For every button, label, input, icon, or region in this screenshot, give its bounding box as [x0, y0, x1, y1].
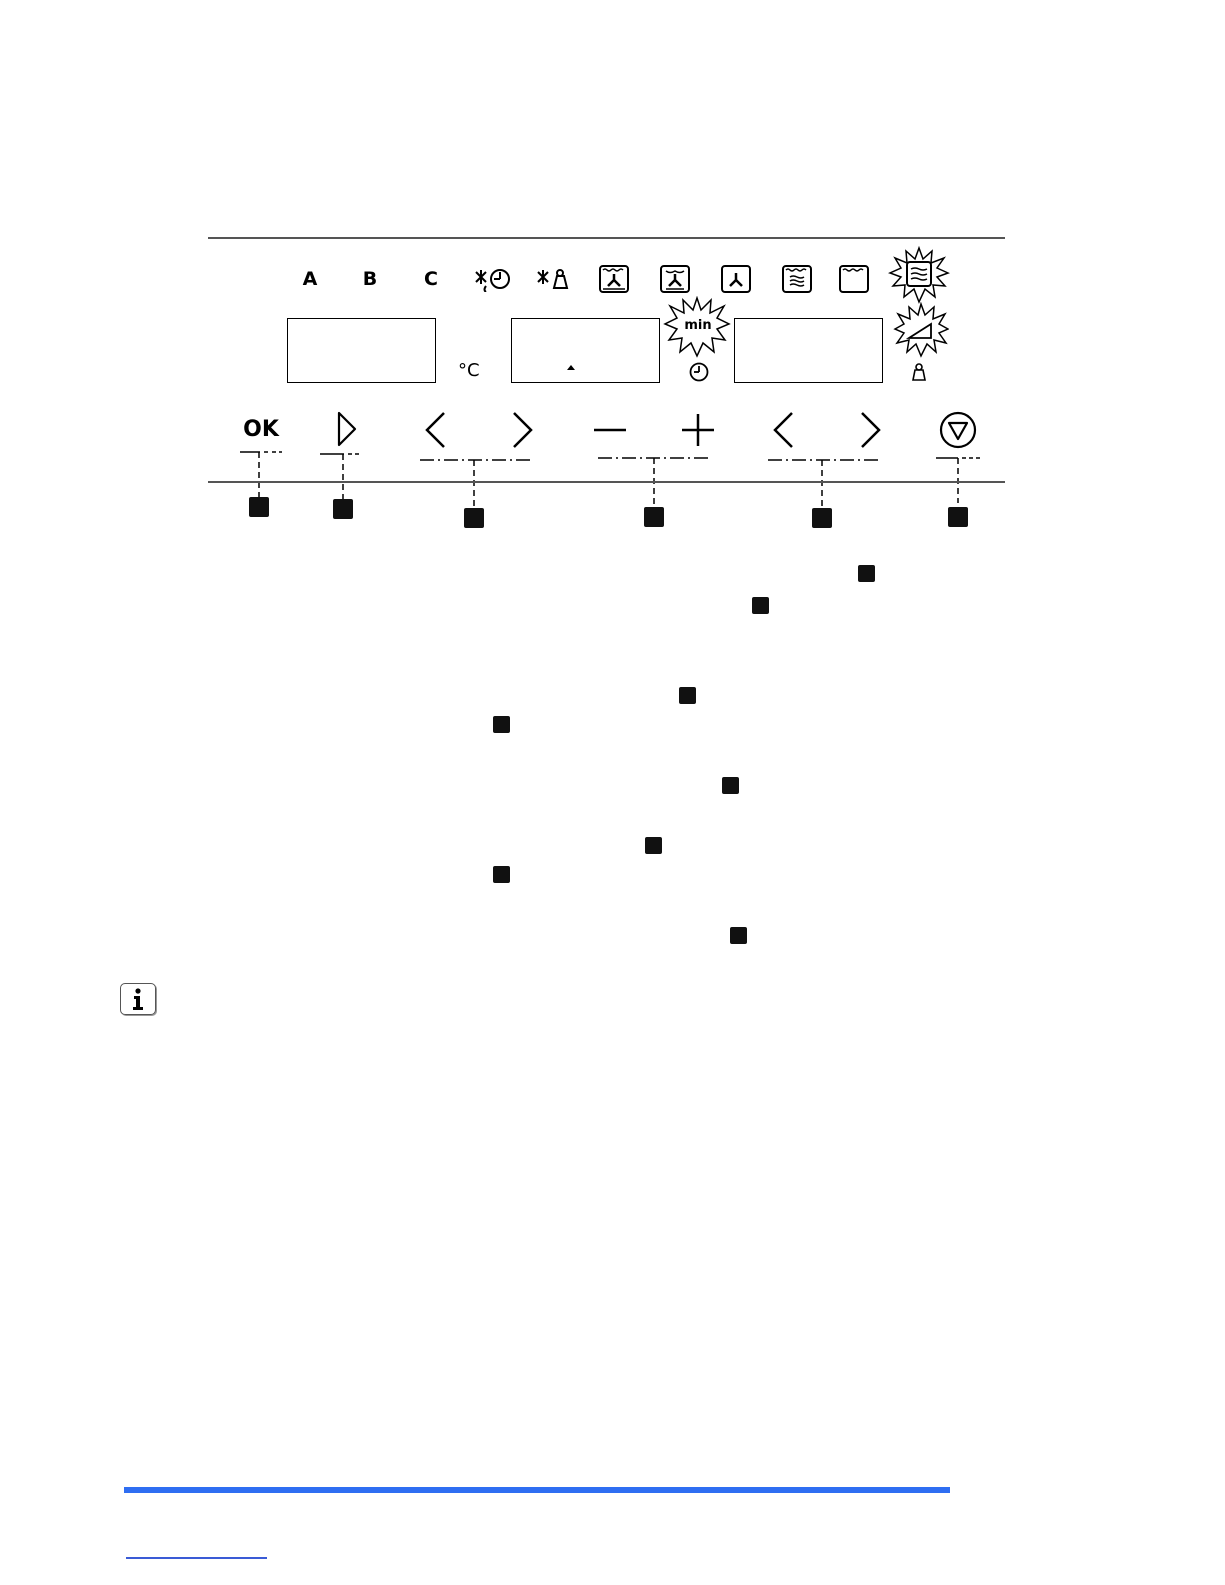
- middle-display: [511, 318, 660, 383]
- top-bottom-fan-icon: [598, 264, 630, 294]
- temperature-unit: °C: [458, 360, 480, 381]
- right-arrow-button[interactable]: [508, 410, 538, 450]
- button-leader-lines: [200, 445, 1010, 535]
- mode-c-label: C: [424, 268, 438, 290]
- text-marker: [752, 597, 769, 614]
- text-marker: [722, 777, 739, 794]
- ok-button-label: OK: [243, 416, 279, 442]
- grill-fan-icon: [659, 264, 691, 294]
- callout-marker-plus-minus: [644, 507, 664, 527]
- footer-link-underline: [126, 1557, 267, 1559]
- callout-marker-ok: [249, 497, 269, 517]
- left-arrow-button[interactable]: [420, 410, 450, 450]
- left-arrow-button-2[interactable]: [768, 410, 798, 450]
- moist-heat-icon: [888, 246, 950, 304]
- radiant-heat-icon: [781, 264, 813, 294]
- clock-icon: [688, 361, 710, 383]
- info-glyph-icon: [128, 987, 148, 1011]
- callout-marker-start: [333, 499, 353, 519]
- info-icon: [120, 983, 156, 1015]
- text-marker: [730, 927, 747, 944]
- time-display: [734, 318, 883, 383]
- fan-icon: [720, 264, 752, 294]
- text-marker: [493, 866, 510, 883]
- mode-b-label: B: [362, 268, 378, 290]
- plus-button[interactable]: [678, 410, 718, 450]
- pointer-arrow-icon: [566, 364, 576, 372]
- defrost-weight-icon: [535, 266, 571, 292]
- temperature-display: [287, 318, 436, 383]
- callout-marker-arrows: [464, 508, 484, 528]
- callout-marker-arrows-2: [812, 508, 832, 528]
- panel-top-rule: [208, 237, 1005, 239]
- footer-accent-rule: [124, 1487, 950, 1493]
- text-marker: [645, 837, 662, 854]
- text-marker: [858, 565, 875, 582]
- right-arrow-button-2[interactable]: [856, 410, 886, 450]
- min-badge-label: min: [684, 318, 712, 333]
- start-button[interactable]: [334, 410, 360, 448]
- weight-icon: [909, 362, 929, 382]
- mode-a-label: A: [302, 268, 318, 290]
- defrost-timer-icon: [472, 266, 514, 292]
- text-marker: [679, 687, 696, 704]
- minus-button[interactable]: [590, 415, 630, 445]
- text-marker: [493, 716, 510, 733]
- callout-marker-stop: [948, 507, 968, 527]
- warning-icon: [893, 302, 949, 358]
- ok-button[interactable]: [238, 413, 284, 445]
- top-bottom-heat-icon: [838, 264, 870, 294]
- stop-button[interactable]: [938, 410, 978, 450]
- panel-bottom-rule: [208, 481, 1005, 483]
